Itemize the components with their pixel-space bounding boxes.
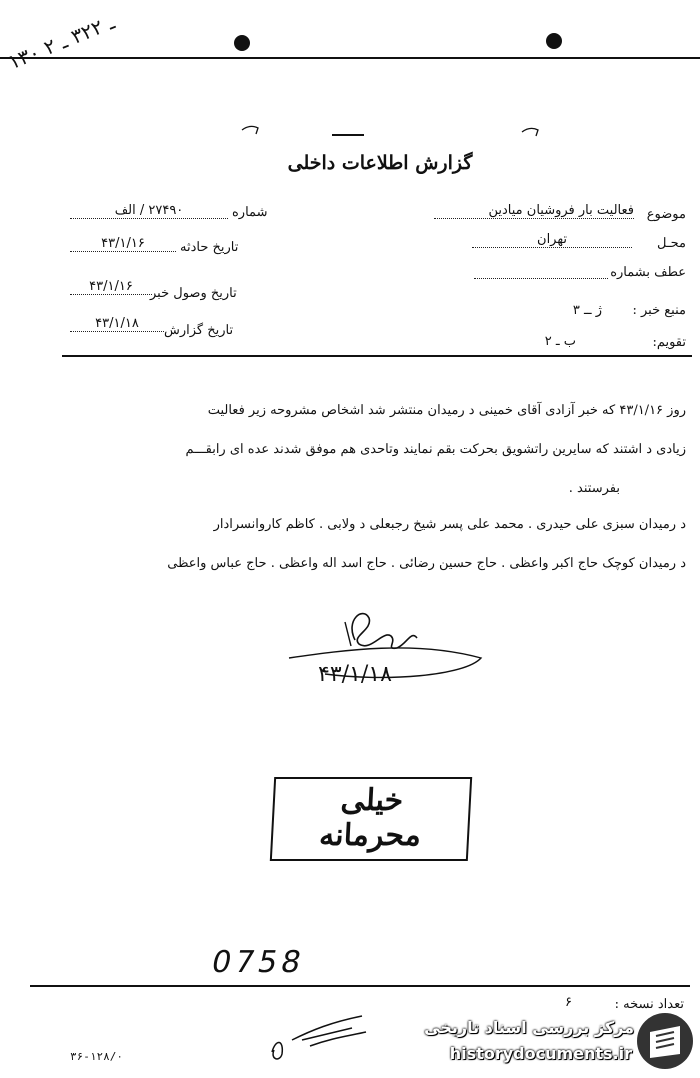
punch-hole-left: [234, 35, 250, 51]
body-line-2: زیادی د اشتند که سایرین راتشویق بحرکت بقم نمایند وتاحدی هم موفق شدند عده ای رابقـــم: [185, 442, 686, 457]
header-rule: [62, 355, 692, 357]
rating-value: ب ـ ۲: [544, 334, 576, 349]
place-label: محـل: [656, 236, 686, 251]
incident-date-label: تاریخ حادثه: [180, 240, 239, 255]
report-date-value: ۴۳/۱/۱۸: [70, 316, 164, 332]
number-label: شماره: [232, 205, 268, 220]
archive-logo-icon: [634, 1010, 696, 1072]
body-line-4: د رمیدان سبزی علی حیدری . محمد علی پسر شیخ رجبعلی د ولابی . کاظم کاروانسرادار: [213, 517, 686, 532]
watermark-url: historydocuments.ir: [449, 1044, 632, 1063]
reference-line: [474, 278, 608, 279]
place-value: تهران: [472, 232, 632, 248]
incident-date-value: ۴۳/۱/۱۶: [70, 236, 176, 252]
received-date-value: ۴۳/۱/۱۶: [70, 279, 152, 295]
report-date-label: تاریخ گزارش: [164, 323, 234, 338]
bottom-rule: [30, 985, 690, 987]
copies-label: تعداد نسخه :: [614, 997, 684, 1012]
subject-label: موضوع: [646, 207, 686, 222]
mark-icon: [240, 122, 262, 136]
mark-icon: [520, 124, 542, 138]
reference-label: عطف بشماره: [610, 265, 686, 280]
title-dash: [332, 134, 364, 136]
margin-note: ۱۳۰ ـ ۳۲۲ ـ ۲: [4, 9, 118, 75]
source-label: منبع خبر :: [632, 303, 686, 318]
body-line-1: روز ۴۳/۱/۱۶ که خبر آزادی آقای خمینی د رمیدان منتشر شد اشخاص مشروحه زیر فعالیت: [207, 403, 686, 418]
classification-stamp: خیلی محرمانه: [270, 777, 472, 861]
top-rule: [0, 57, 700, 59]
received-date-label: تاریخ وصول خبر: [150, 286, 237, 301]
body-line-5: د رمیدان کوچک حاج اکبر واعظی . حاج حسین رضائی . حاج اسد اله واعظی . حاج عباس واعظی: [167, 556, 686, 571]
watermark: [400, 1008, 696, 1072]
page-title: گزارش اطلاعات داخلی: [287, 152, 473, 174]
document-code: ۳۶-۱۲۸/۰: [70, 1050, 123, 1063]
source-value: ژ ــ ۳: [572, 303, 602, 318]
signature-date: ۴۳/۱/۱۸: [318, 662, 392, 687]
footer-signature: [262, 1010, 372, 1065]
watermark-title: مرکز بررسی اسناد تاریخی: [424, 1018, 634, 1037]
punch-hole-right: [546, 33, 562, 49]
file-number: 0758: [208, 945, 309, 980]
rating-label: تقویم:: [652, 335, 686, 350]
copies-value: ۶: [565, 995, 572, 1010]
body-line-3: بفرستند .: [568, 481, 620, 496]
number-value: ۲۷۴۹۰ / الف: [70, 203, 228, 219]
subject-value: فعالیت بار فروشیان میادین: [434, 203, 634, 219]
